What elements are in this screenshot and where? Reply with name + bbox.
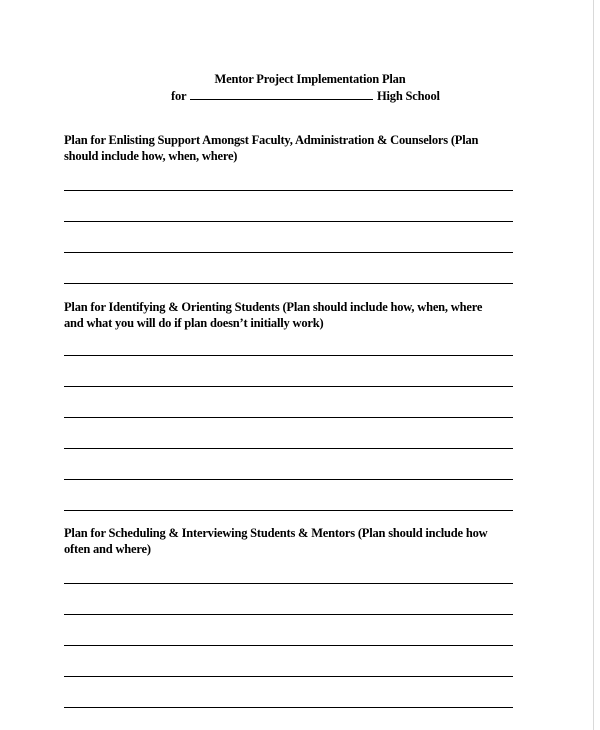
answer-line[interactable] <box>64 583 513 584</box>
answer-line[interactable] <box>64 252 513 253</box>
section-heading-line: Plan for Enlisting Support Amongst Faculty, Administration & Counselors (Plan <box>64 133 479 147</box>
section-heading-scheduling-interviewing <box>64 525 554 557</box>
page-edge <box>593 0 594 730</box>
section-heading-enlisting-support <box>64 132 554 164</box>
school-name-line <box>171 88 440 104</box>
document-title: Mentor Project Implementation Plan <box>214 72 406 86</box>
answer-line[interactable] <box>64 676 513 677</box>
answer-line[interactable] <box>64 479 513 480</box>
answer-line[interactable] <box>64 645 513 646</box>
subtitle-suffix: High School <box>377 89 440 103</box>
answer-line[interactable] <box>64 221 513 222</box>
section-heading-line: should include how, when, where) <box>64 149 238 163</box>
answer-line[interactable] <box>64 510 513 511</box>
answer-line[interactable] <box>64 190 513 191</box>
section-heading-line: and what you will do if plan doesn’t initially work) <box>64 316 324 330</box>
answer-line[interactable] <box>64 417 513 418</box>
section-heading-line: Plan for Scheduling & Interviewing Students & Mentors (Plan should include how <box>64 526 488 540</box>
section-heading-line: Plan for Identifying & Orienting Students (Plan should include how, when, where <box>64 300 483 314</box>
answer-line[interactable] <box>64 386 513 387</box>
section-heading-line: often and where) <box>64 542 151 556</box>
school-name-blank[interactable] <box>190 88 373 100</box>
subtitle-prefix: for <box>171 89 187 103</box>
answer-line[interactable] <box>64 355 513 356</box>
answer-line[interactable] <box>64 448 513 449</box>
answer-line[interactable] <box>64 614 513 615</box>
answer-line[interactable] <box>64 283 513 284</box>
answer-line[interactable] <box>64 707 513 708</box>
section-heading-identifying-students <box>64 299 554 331</box>
